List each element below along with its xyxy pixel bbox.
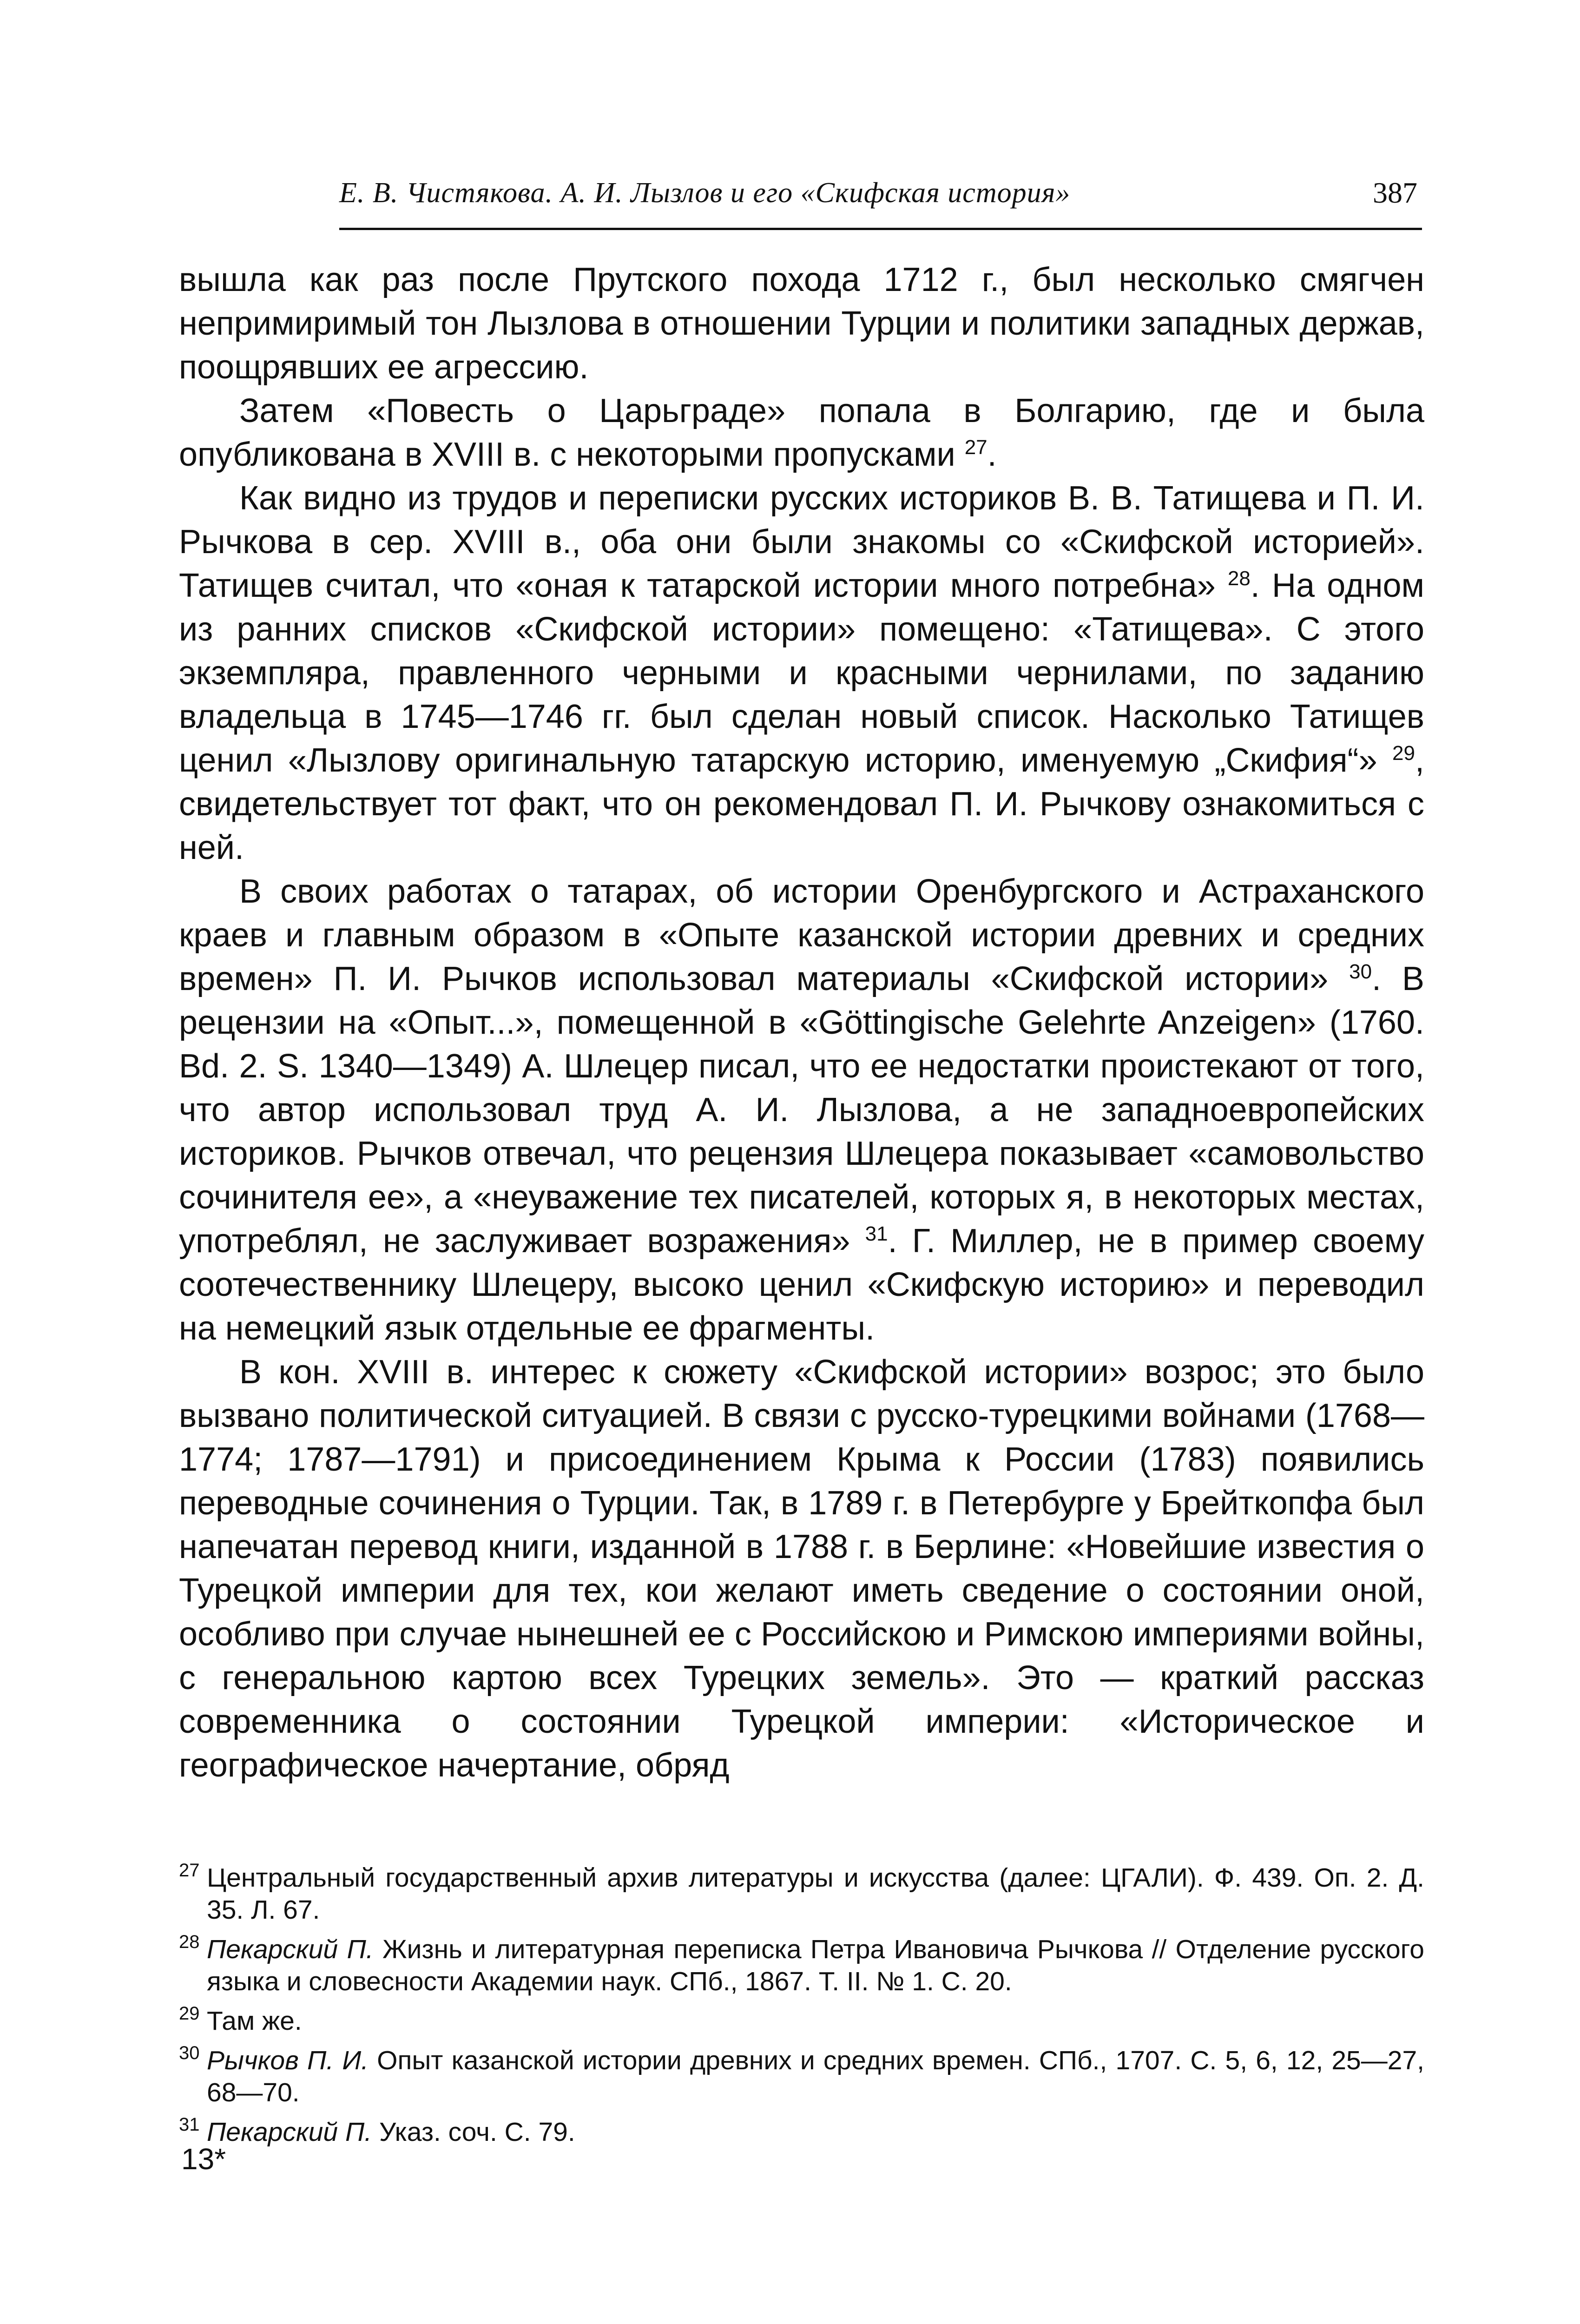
body-paragraph <box>179 1350 1424 1787</box>
body-paragraph <box>179 476 1424 870</box>
footnote-text: Указ. соч. С. 79. <box>372 2117 575 2147</box>
paragraph-text: , свидетельствует тот факт, что он рекомендовал П. И. Рычкову ознакомиться с ней. <box>179 742 1424 866</box>
footnote <box>179 1855 1424 1926</box>
footnote-author: Рычков П. И. <box>207 2046 369 2075</box>
printer-signature: 13* <box>181 2142 226 2176</box>
paragraph-text: . <box>987 436 997 473</box>
paragraph-text: Как видно из трудов и переписки русских историков В. В. Татищева и П. И. Рычкова в сер. XVIII в., оба они были знакомы со «Скифской историей». Татищев считал, что «оная к татарской истории много потребна» <box>179 480 1424 604</box>
footnote-reference: 29 <box>1392 742 1415 765</box>
footnote-number: 27 <box>179 1860 200 1881</box>
footnote-text: Центральный государственный архив литературы и искусства (далее: ЦГАЛИ). Ф. 439. Оп. 2. Д. 35. Л. 67. <box>207 1863 1424 1925</box>
running-head: Е. В. Чистякова. А. И. Лызлов и его «Скифская история» <box>339 177 1071 209</box>
footnote-author: Пекарский П. <box>207 2117 372 2147</box>
footnote-reference: 28 <box>1227 567 1251 590</box>
footnote-text: Там же. <box>207 2006 302 2036</box>
body-paragraph <box>179 870 1424 1350</box>
paragraph-text: В своих работах о татарах, об истории Оренбургского и Астраханского краев и главным образом в «Опыте казанской истории древних и средних времен» П. И. Рычков использовал материалы «Скифской истории» <box>179 873 1424 997</box>
footnote <box>179 2037 1424 2109</box>
paragraph-text: . Г. Миллер, не в пример своему соотечественнику Шлецеру, высоко ценил «Скифскую историю» и переводил на немецкий язык отдельные ее фрагменты. <box>179 1222 1424 1347</box>
footnote <box>179 1926 1424 1998</box>
footnotes <box>179 1855 1424 2148</box>
footnote-reference: 27 <box>964 436 988 459</box>
footnote <box>179 1998 1424 2037</box>
paragraph-text: В кон. XVIII в. интерес к сюжету «Скифской истории» возрос; это было вызвано политической ситуацией. В связи с русско-турецкими войнами (1768—1774; 1787—1791) и присоединением Крыма к России (1783) появились переводные сочинения о Турции. Так, в 1789 г. в Петербурге у Брейткопфа был напечатан перевод книги, изданной в 1788 г. в Берлине: «Новейшие известия о Турецкой империи для тех, кои желают иметь сведение о состоянии оной, особливо при случае нынешней ее с Российскою и Римскою империями войны, с генеральною картою всех Турецких земель». Это — краткий рассказ современника о состоянии Турецкой империи: «Историческое и географическое начертание, обряд <box>179 1353 1424 1784</box>
footnote-text: Опыт казанской истории древних и средних времен. СПб., 1707. С. 5, 6, 12, 25—27, 68—70. <box>207 2046 1424 2107</box>
footnote-number: 28 <box>179 1932 200 1952</box>
footnote-text: Жизнь и литературная переписка Петра Ивановича Рычкова // Отделение русского языка и словесности Академии наук. СПб., 1867. Т. II. № 1. С. 20. <box>207 1934 1424 1996</box>
paragraph-text: Затем «Повесть о Царьграде» попала в Болгарию, где и была опубликована в XVIII в. с некоторыми пропусками <box>179 392 1424 473</box>
footnote-reference: 30 <box>1349 960 1372 983</box>
footnote-reference: 31 <box>865 1222 888 1245</box>
body-paragraph <box>179 258 1424 389</box>
footnote-number: 30 <box>179 2043 200 2063</box>
body-paragraph <box>179 389 1424 476</box>
body-text <box>179 258 1424 1787</box>
footnote <box>179 2109 1424 2148</box>
footnote-number: 29 <box>179 2003 200 2024</box>
page-number: 387 <box>1373 176 1417 209</box>
page-header <box>339 158 1422 230</box>
footnote-author: Пекарский П. <box>207 1934 374 1964</box>
footnote-number: 31 <box>179 2114 200 2135</box>
paragraph-text: . В рецензии на «Опыт...», помещенной в «Göttingische Gelehrte Anzeigen» (1760. Bd. 2. S. 1340—1349) А. Шлецер писал, что ее недостатки проистекают от того, что автор использовал труд А. И. Лызлова, а не западноевропейских историков. Рычков отвечал, что рецензия Шлецера показывает «самовольство сочинителя ее», а «неуважение тех писателей, которых я, в некоторых местах, употреблял, не заслуживает возражения» <box>179 960 1424 1260</box>
paragraph-text: . На одном из ранних списков «Скифской истории» помещено: «Татищева». С этого экземпляра, правленного черными и красными чернилами, по заданию владельца в 1745—1746 гг. был сделан новый список. Насколько Татищев ценил «Лызлову оригинальную татарскую историю, именуемую „Скифия“» <box>179 567 1424 779</box>
paragraph-text: вышла как раз после Прутского похода 1712 г., был несколько смягчен непримиримый тон Лызлова в отношении Турции и политики западных держав, поощрявших ее агрессию. <box>179 261 1424 386</box>
